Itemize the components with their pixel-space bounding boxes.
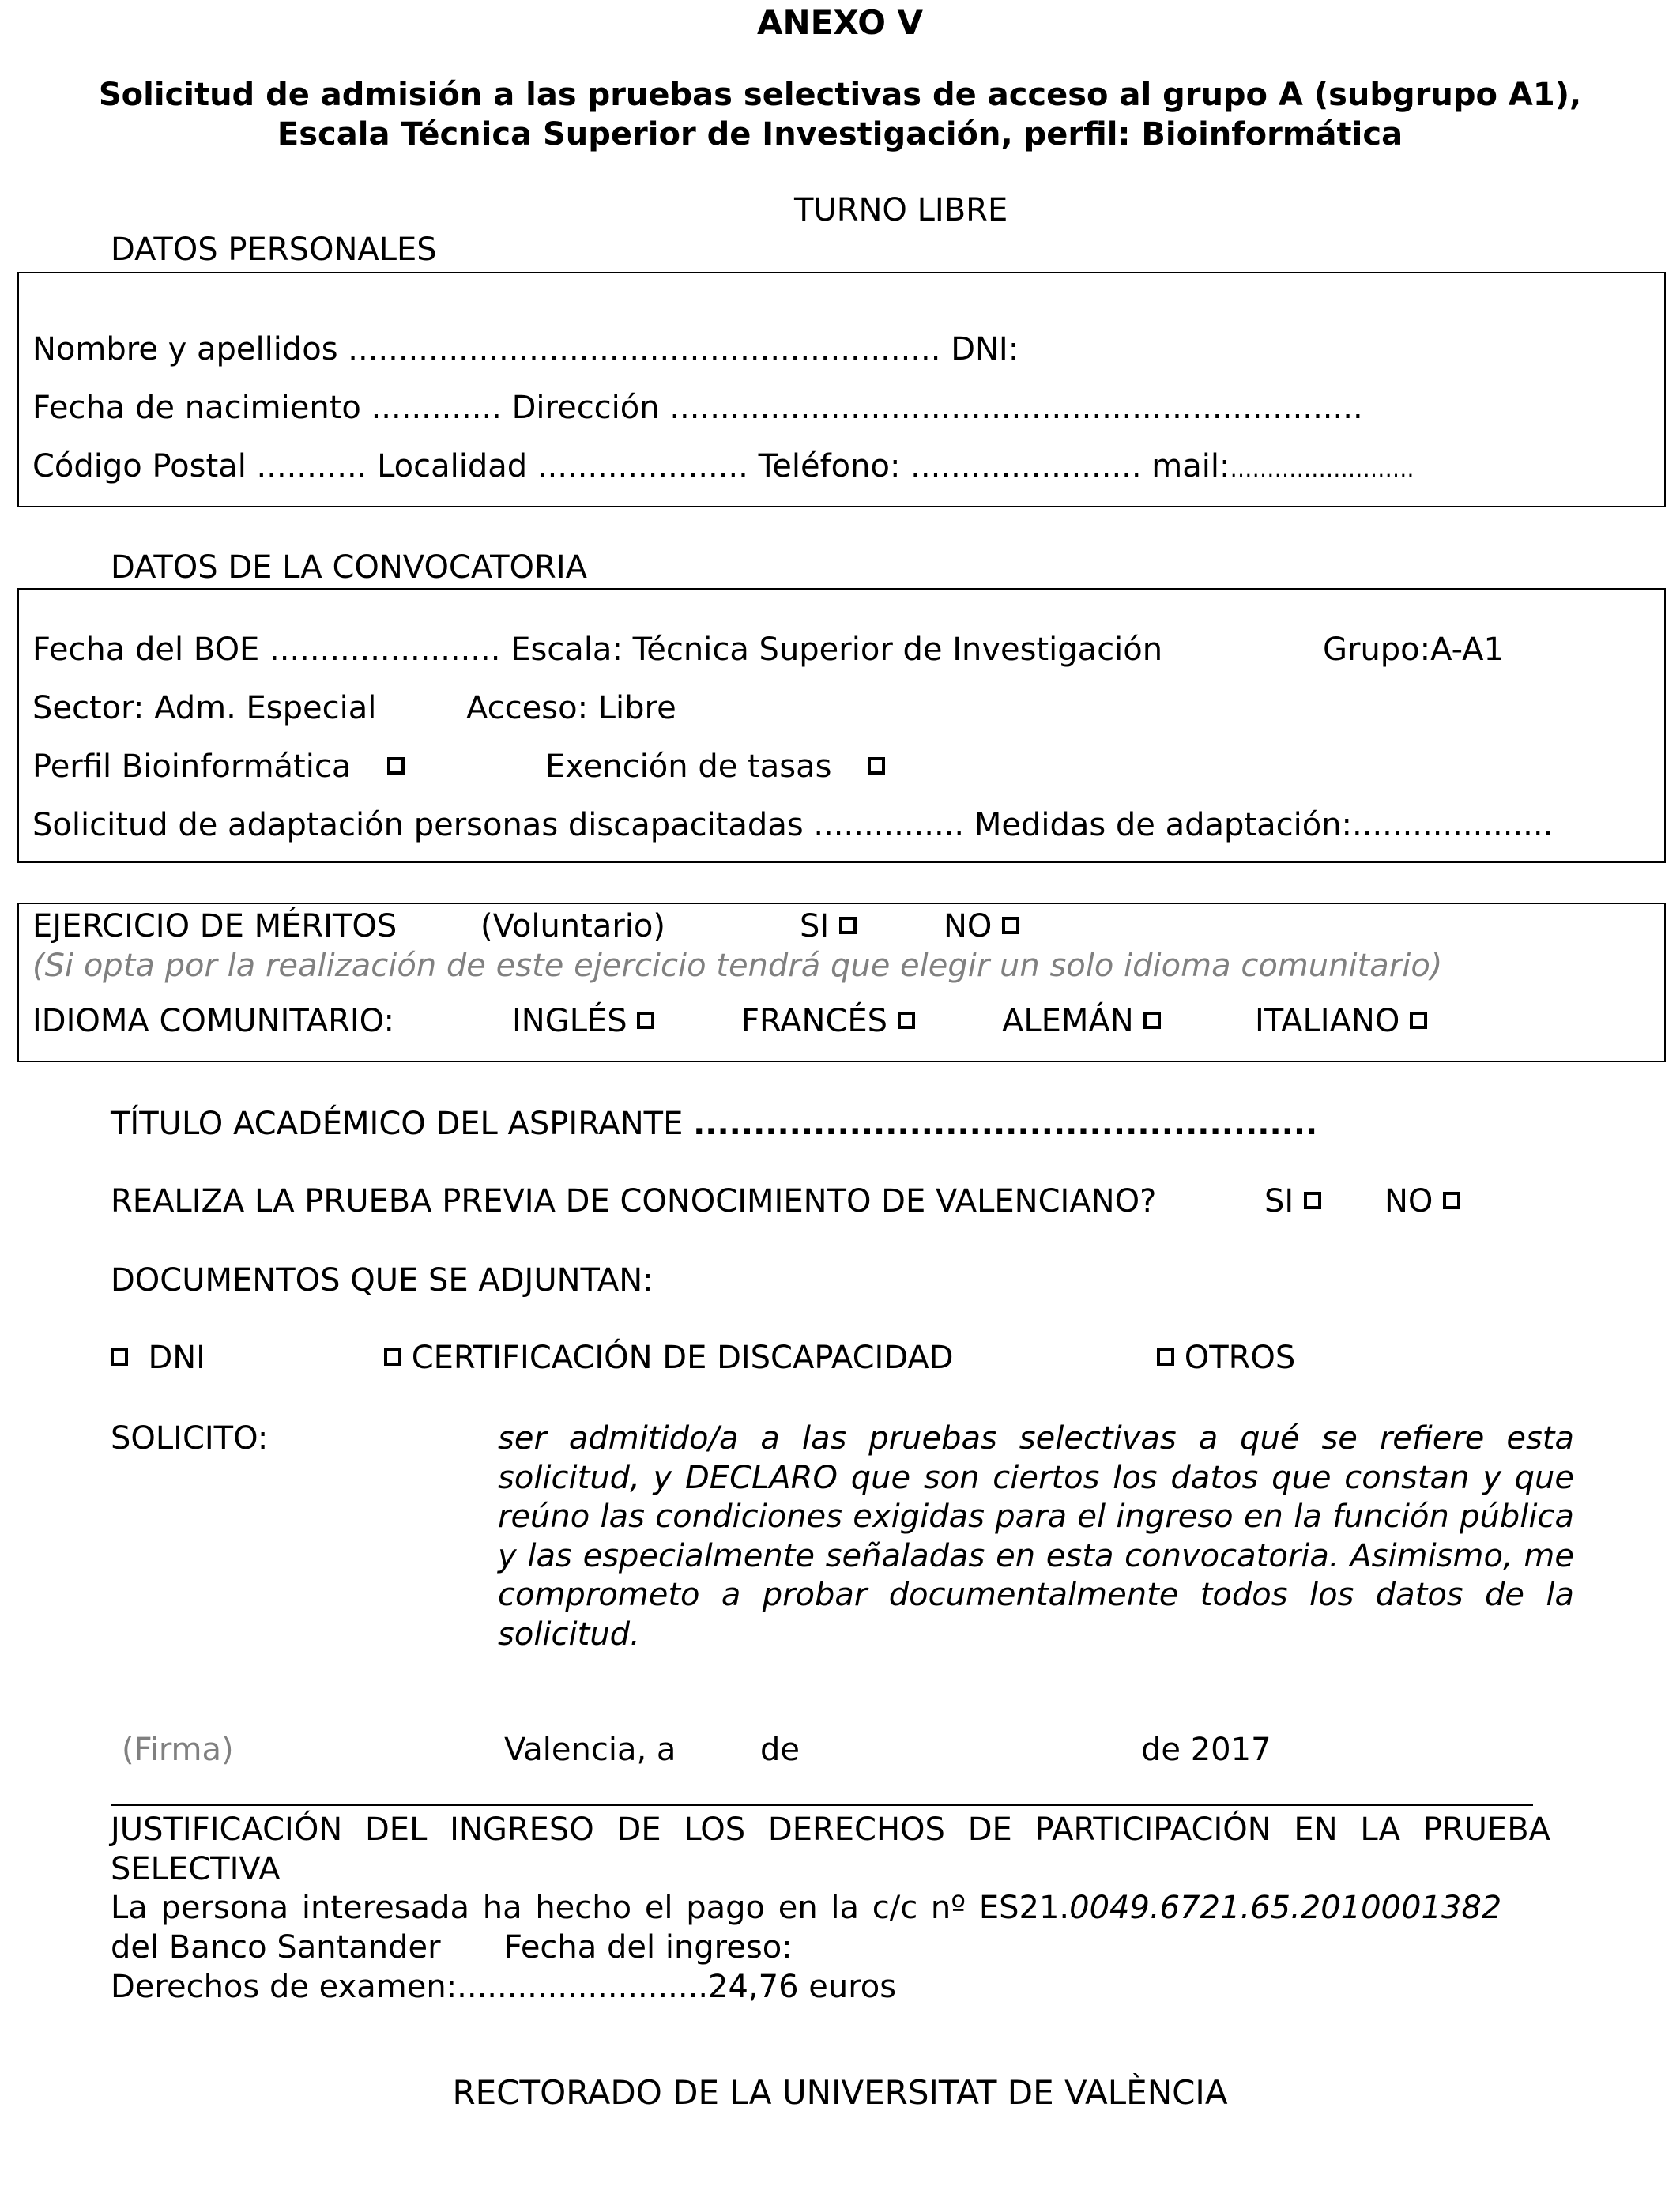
- valenciano-no-option[interactable]: [1384, 1182, 1460, 1220]
- ingles-option[interactable]: [512, 1002, 654, 1040]
- aleman-checkbox[interactable]: [1143, 1012, 1161, 1029]
- personal-data-box: [17, 272, 1666, 507]
- meritos-no-option[interactable]: [944, 907, 1019, 945]
- turno-label: TURNO LIBRE: [794, 192, 1008, 228]
- meritos-box: [17, 903, 1666, 1062]
- fecha-direccion-field[interactable]: Fecha de nacimiento ............. Dirección .....................................................................: [32, 390, 1363, 426]
- doc-otros-label: OTROS: [1184, 1340, 1296, 1376]
- titulo-academico-field[interactable]: [111, 1105, 1317, 1143]
- doc-dni-checkbox[interactable]: [111, 1348, 128, 1366]
- ingles-label: INGLÉS: [512, 1003, 627, 1039]
- convocatoria-box: [17, 588, 1666, 863]
- valenciano-question: REALIZA LA PRUEBA PREVIA DE CONOCIMIENTO DE VALENCIANO?: [111, 1183, 1157, 1220]
- exencion-label: Exención de tasas: [545, 748, 832, 785]
- exencion-option[interactable]: [545, 748, 885, 786]
- cp-localidad-telefono-mail-field[interactable]: [32, 447, 1414, 488]
- doc-cert-label: CERTIFICACIÓN DE DISCAPACIDAD: [411, 1340, 954, 1376]
- voluntario-label: (Voluntario): [480, 908, 665, 944]
- ejercicio-meritos-label: EJERCICIO DE MÉRITOS: [32, 908, 397, 944]
- aleman-option[interactable]: [1002, 1002, 1161, 1040]
- doc-otros-checkbox[interactable]: [1157, 1348, 1174, 1366]
- meritos-si-label: SI: [800, 908, 830, 944]
- aleman-label: ALEMÁN: [1002, 1003, 1134, 1039]
- solicito-text: ser admitido/a a las pruebas selectivas a qué se refiere esta solicitud, y DECLARO que son ciertos los datos que constan y que reúno las condiciones exigidas para el ingreso en la función pública y las especialmente señaladas en esta convocatoria. Asimismo, me comprometo a probar documentalmente todos los datos de la solicitud.: [498, 1420, 1574, 1653]
- fecha-ingreso-field[interactable]: Fecha del ingreso:: [504, 1929, 793, 1966]
- frances-checkbox[interactable]: [898, 1012, 915, 1029]
- divider-line: [111, 1804, 1533, 1806]
- grupo-label: Grupo:A-A1: [1323, 631, 1504, 668]
- solicitud-adaptacion-field[interactable]: Solicitud de adaptación personas discapacitadas ............... Medidas de adaptación:....................: [32, 807, 1554, 843]
- doc-dni-label: DNI: [148, 1340, 205, 1376]
- frances-option[interactable]: [741, 1002, 915, 1040]
- frances-label: FRANCÉS: [741, 1003, 888, 1039]
- mail-dots: …………………….: [1230, 456, 1414, 482]
- nombre-field[interactable]: Nombre y apellidos ........................................................... DNI:: [32, 331, 1019, 368]
- doc-cert-checkbox[interactable]: [384, 1348, 401, 1366]
- meritos-si-option[interactable]: [800, 907, 857, 945]
- italiano-option[interactable]: [1255, 1002, 1427, 1040]
- titulo-academico-dots: ....................................................: [693, 1106, 1318, 1142]
- valencia-a-label: Valencia, a: [504, 1732, 676, 1768]
- valenciano-si-checkbox[interactable]: [1304, 1192, 1321, 1209]
- fecha-de-2017-label: de 2017: [1141, 1732, 1271, 1768]
- firma-label: (Firma): [122, 1732, 234, 1768]
- titulo-academico-label: TÍTULO ACADÉMICO DEL ASPIRANTE: [111, 1106, 684, 1142]
- annex-title: ANEXO V: [756, 3, 924, 42]
- idioma-label: IDIOMA COMUNITARIO:: [32, 1003, 394, 1039]
- italiano-label: ITALIANO: [1255, 1003, 1400, 1039]
- personal-section-label: DATOS PERSONALES: [111, 232, 437, 268]
- form-title-line2: Escala Técnica Superior de Investigación, perfil: Bioinformática: [277, 116, 1403, 153]
- meritos-no-label: NO: [944, 908, 993, 944]
- valenciano-si-option[interactable]: [1264, 1182, 1321, 1220]
- ingles-checkbox[interactable]: [637, 1012, 654, 1029]
- fecha-de-label-1: de: [760, 1732, 800, 1768]
- perfil-checkbox[interactable]: [387, 757, 405, 775]
- meritos-si-checkbox[interactable]: [839, 917, 857, 934]
- banco-label: del Banco Santander: [111, 1929, 441, 1966]
- doc-cert-option[interactable]: [384, 1339, 954, 1377]
- solicito-label: SOLICITO:: [111, 1420, 269, 1457]
- pago-prefix: La persona interesada ha hecho el pago en la c/c nº ES21.: [111, 1890, 1070, 1926]
- meritos-note: (Si opta por la realización de este ejercicio tendrá que elegir un solo idioma comunitario): [32, 948, 1443, 984]
- documentos-label: DOCUMENTOS QUE SE ADJUNTAN:: [111, 1262, 654, 1299]
- cuenta-numero: 0049.6721.65.2010001382: [1069, 1890, 1502, 1926]
- doc-dni-option[interactable]: [111, 1339, 205, 1377]
- valenciano-no-checkbox[interactable]: [1443, 1192, 1460, 1209]
- form-title-line1: Solicitud de admisión a las pruebas selectivas de acceso al grupo A (subgrupo A1),: [98, 77, 1582, 113]
- rectorado-footer: RECTORADO DE LA UNIVERSITAT DE VALÈNCIA: [452, 2073, 1228, 2112]
- valenciano-no-label: NO: [1384, 1183, 1433, 1220]
- doc-otros-option[interactable]: [1157, 1339, 1295, 1377]
- italiano-checkbox[interactable]: [1410, 1012, 1427, 1029]
- convocatoria-section-label: DATOS DE LA CONVOCATORIA: [111, 549, 587, 586]
- perfil-label: Perfil Bioinformática: [32, 748, 352, 785]
- exencion-checkbox[interactable]: [868, 757, 885, 775]
- fecha-boe-escala[interactable]: Fecha del BOE ....................... Escala: Técnica Superior de Investigación: [32, 631, 1163, 668]
- justificacion-heading: JUSTIFICACIÓN DEL INGRESO DE LOS DERECHOS DE PARTICIPACIÓN EN LA PRUEBA SELECTIVA: [111, 1811, 1550, 1887]
- cp-localidad-telefono-label: Código Postal ........... Localidad ..................... Teléfono: ....................... mail:: [32, 448, 1230, 484]
- pago-line: [111, 1889, 1501, 1927]
- sector-label: Sector: Adm. Especial: [32, 690, 377, 726]
- meritos-no-checkbox[interactable]: [1002, 917, 1019, 934]
- valenciano-si-label: SI: [1264, 1183, 1294, 1220]
- acceso-label: Acceso: Libre: [466, 690, 676, 726]
- derechos-examen-label: Derechos de examen:.........................24,76 euros: [111, 1969, 897, 2005]
- perfil-option[interactable]: [32, 748, 405, 786]
